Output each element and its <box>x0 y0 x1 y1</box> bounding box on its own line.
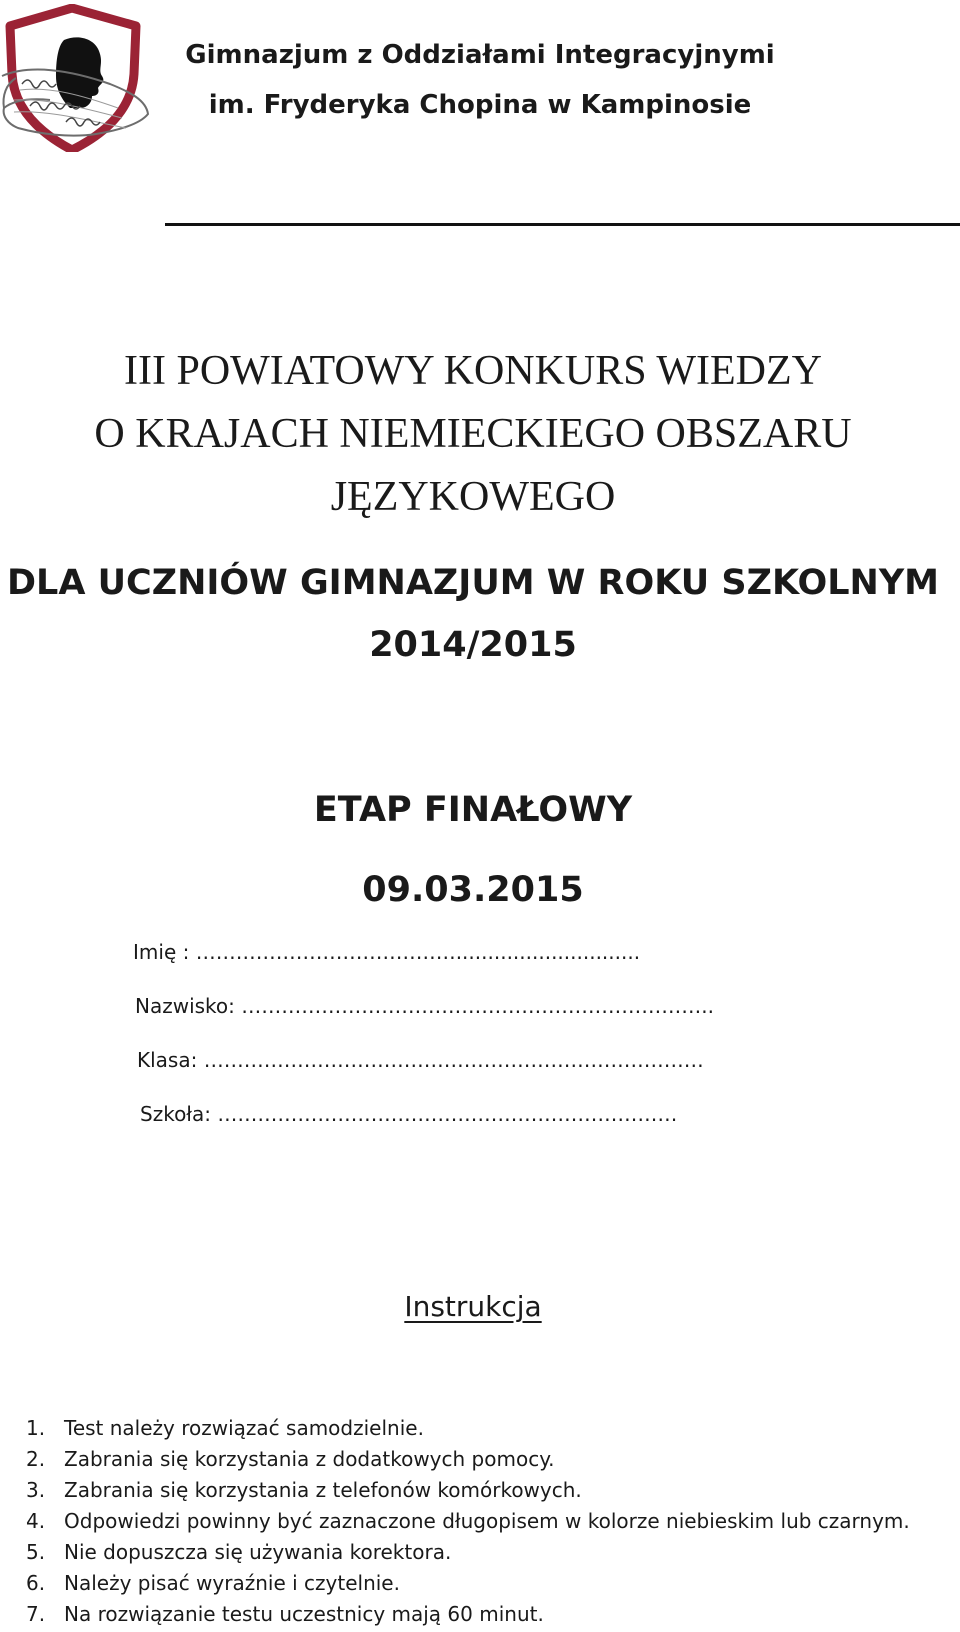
list-item <box>26 1568 910 1599</box>
school-field[interactable] <box>140 1102 677 1126</box>
list-item-number: 4. <box>26 1509 46 1533</box>
surname-blank[interactable]: …………………………………………………………….. <box>241 994 714 1018</box>
surname-label: Nazwisko: <box>135 994 235 1018</box>
contest-audience <box>0 552 946 676</box>
name-field[interactable] <box>133 940 640 964</box>
crest-icon <box>0 4 150 152</box>
name-label: Imię : <box>133 940 190 964</box>
list-item <box>26 1444 910 1475</box>
contest-title-line2: O KRAJACH NIEMIECKIEGO OBSZARU <box>94 411 852 457</box>
list-item-number: 2. <box>26 1447 46 1471</box>
list-item-text: Zabrania się korzystania z dodatkowych pomocy. <box>64 1447 555 1471</box>
list-item <box>26 1475 910 1506</box>
list-item-text: Nie dopuszcza się używania korektora. <box>64 1540 452 1564</box>
contest-title-line1: III POWIATOWY KONKURS WIEDZY <box>124 348 822 394</box>
list-item-number: 7. <box>26 1602 46 1626</box>
school-blank[interactable]: …………………………………………………………… <box>217 1102 678 1126</box>
contest-date: 09.03.2015 <box>362 870 584 910</box>
class-field[interactable] <box>137 1048 704 1072</box>
stage-title: ETAP FINAŁOWY <box>313 790 633 830</box>
list-item-text: Zabrania się korzystania z telefonów komórkowych. <box>64 1478 582 1502</box>
list-item-number: 5. <box>26 1540 46 1564</box>
audience-line1: DLA UCZNIÓW GIMNAZJUM W ROKU SZKOLNYM <box>6 563 940 603</box>
school-crest-logo <box>0 4 150 152</box>
list-item-number: 1. <box>26 1416 46 1440</box>
school-name-line2: im. Fryderyka Chopina w Kampinosie <box>208 90 752 120</box>
list-item-text: Test należy rozwiązać samodzielnie. <box>64 1416 424 1440</box>
instructions-heading: Instrukcja <box>404 1290 542 1323</box>
name-blank[interactable]: …………………………………............................. <box>195 940 641 964</box>
header-divider <box>165 223 960 226</box>
list-item <box>26 1413 910 1444</box>
school-name-line1: Gimnazjum z Oddziałami Integracyjnymi <box>185 40 775 70</box>
list-item <box>26 1599 910 1630</box>
list-item-text: Na rozwiązanie testu uczestnicy mają 60 minut. <box>64 1602 544 1626</box>
class-blank[interactable]: ………………………………………………………………… <box>203 1048 704 1072</box>
list-item-text: Należy pisać wyraźnie i czytelnie. <box>64 1571 400 1595</box>
contest-title <box>0 340 946 529</box>
list-item-number: 3. <box>26 1478 46 1502</box>
list-item-number: 6. <box>26 1571 46 1595</box>
list-item <box>26 1506 910 1537</box>
class-label: Klasa: <box>137 1048 198 1072</box>
surname-field[interactable] <box>135 994 714 1018</box>
contest-stage <box>0 770 946 930</box>
school-name-header <box>150 30 810 130</box>
list-item <box>26 1537 910 1568</box>
contest-title-line3: JĘZYKOWEGO <box>330 474 616 520</box>
instructions-list <box>26 1413 910 1630</box>
school-label: Szkoła: <box>140 1102 211 1126</box>
list-item-text: Odpowiedzi powinny być zaznaczone długopisem w kolorze niebieskim lub czarnym. <box>64 1509 910 1533</box>
school-year: 2014/2015 <box>369 625 577 665</box>
